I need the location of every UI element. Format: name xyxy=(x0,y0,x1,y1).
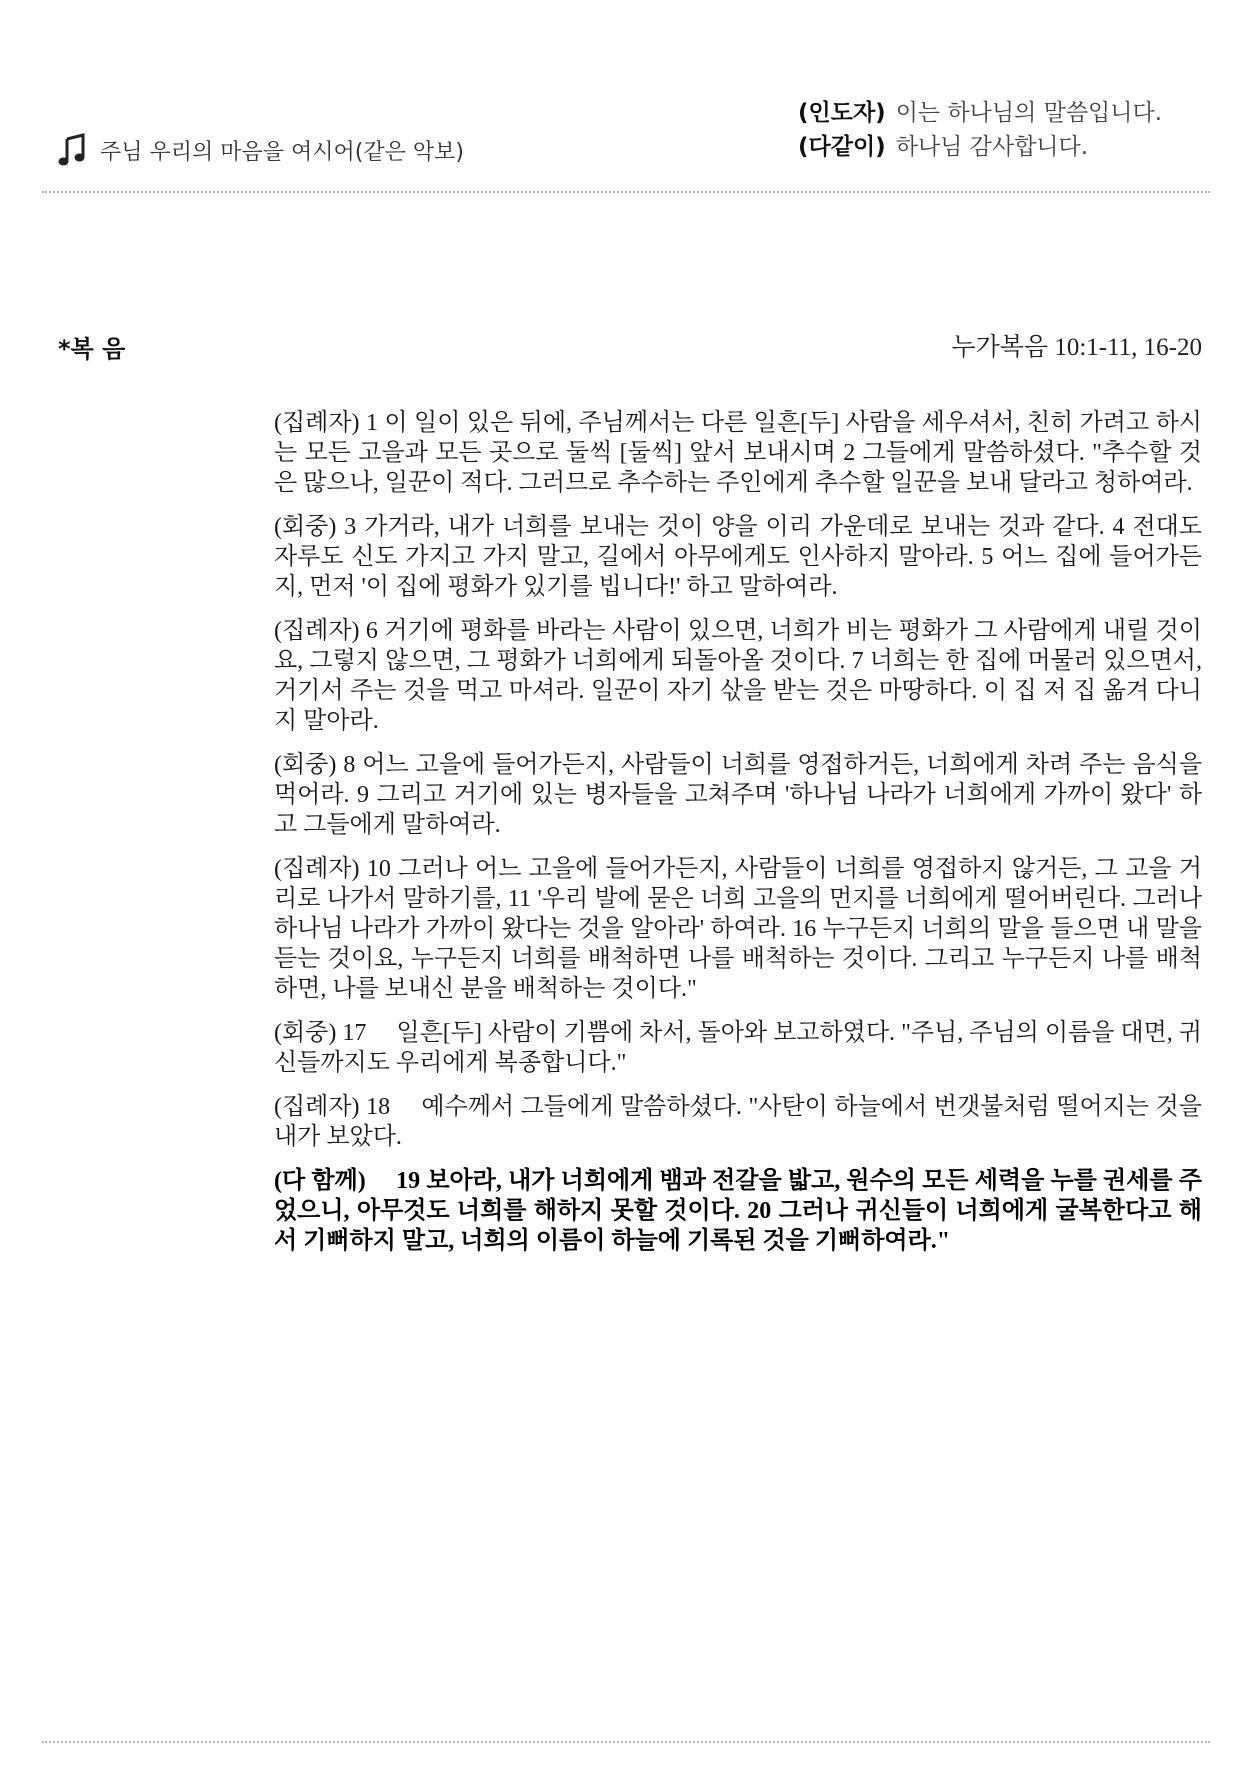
role-label: (인도자) xyxy=(798,100,886,126)
reading-paragraph: (회중) 8 어느 고을에 들어가든지, 사람들이 너희를 영접하거든, 너희에게 차려 주는 음식을 먹어라. 9 그리고 거기에 있는 병자들을 고쳐주며 '하나님 나라가 너희에게 가까이 왔다' 하고 그들에게 말하여라. xyxy=(274,752,1203,838)
reading-paragraph: (집례자) 10 그러나 어느 고을에 들어가든지, 사람들이 너희를 영접하지 않거든, 그 고을 거리로 나가서 말하기를, 11 '우리 발에 묻은 너희 고을의 먼지를 너희에게 떨어버린다. 그러나 하나님 나라가 가까이 왔다는 것을 알아라' 하여라. 16 누구든지 너희의 말을 들으면 내 말을 듣는 것이요, 누구든지 너희를 배척하면 나를 배척하는 것이다. 그리고 누구든지 나를 배척하면, 나를 보내신 분을 배척하는 것이다." xyxy=(274,856,1202,1002)
bottom-divider xyxy=(42,1741,1210,1743)
response-text: 이는 하나님의 말씀입니다. xyxy=(895,100,1163,126)
hymn-title: 주님 우리의 마음을 여시어(같은 악보) xyxy=(100,139,464,165)
reading-paragraph: (회중) 3 가거라, 내가 너희를 보내는 것이 양을 이리 가운데로 보내는 것과 같다. 4 전대도 자루도 신도 가지고 가지 말고, 길에서 아무에게도 인사하지 말아라. 5 어느 집에 들어가든지, 먼저 '이 집에 평화가 있기를 빕니다!' 하고 말하여라. xyxy=(274,514,1202,600)
scripture-reference: 누가복음 10:1-11, 16-20 xyxy=(951,334,1202,361)
reading-paragraph-unison: (다 함께) 19 보아라, 내가 너희에게 뱀과 전갈을 밟고, 원수의 모든 세력을 누를 권세를 주었으니, 아무것도 너희를 해하지 못할 것이다. 20 그러나 귀신들이 너희에게 굴복한다고 해서 기뻐하지 말고, 너희의 이름이 하늘에 기록된 것을 기뻐하여라." xyxy=(274,1168,1202,1254)
music-note-icon xyxy=(58,133,86,167)
reading-paragraph: (집례자) 18 예수께서 그들에게 말씀하셨다. "사탄이 하늘에서 번갯불처럼 떨어지는 것을 내가 보았다. xyxy=(274,1094,1202,1150)
response-block xyxy=(798,96,1162,164)
response-text: 하나님 감사합니다. xyxy=(895,134,1089,160)
hymn-line xyxy=(58,133,464,167)
top-divider xyxy=(42,191,1210,193)
response-all xyxy=(798,130,1162,164)
reading-paragraph: (집례자) 6 거기에 평화를 바라는 사람이 있으면, 너희가 비는 평화가 그 사람에게 내릴 것이요, 그렇지 않으면, 그 평화가 너희에게 되돌아올 것이다. 7 너희는 한 집에 머물러 있으면서, 거기서 주는 것을 먹고 마셔라. 일꾼이 자기 삯을 받는 것은 마땅하다. 이 집 저 집 옮겨 다니지 말아라. xyxy=(274,618,1202,734)
reading-paragraph: (집례자) 1 이 일이 있은 뒤에, 주님께서는 다른 일흔[두] 사람을 세우셔서, 친히 가려고 하시는 모든 고을과 모든 곳으로 둘씩 [둘씩] 앞서 보내시며 2 그들에게 말씀하셨다. "추수할 것은 많으나, 일꾼이 적다. 그러므로 추수하는 주인에게 추수할 일꾼을 보내 달라고 청하여라. xyxy=(274,410,1202,496)
scripture-reading xyxy=(274,408,1202,1270)
reading-paragraph: (회중) 17 일흔[두] 사람이 기쁨에 차서, 돌아와 보고하였다. "주님, 주님의 이름을 대면, 귀신들까지도 우리에게 복종합니다." xyxy=(274,1020,1202,1076)
response-leader xyxy=(798,96,1162,130)
role-label: (다같이) xyxy=(798,134,886,160)
section-title: *복 음 xyxy=(58,335,126,363)
